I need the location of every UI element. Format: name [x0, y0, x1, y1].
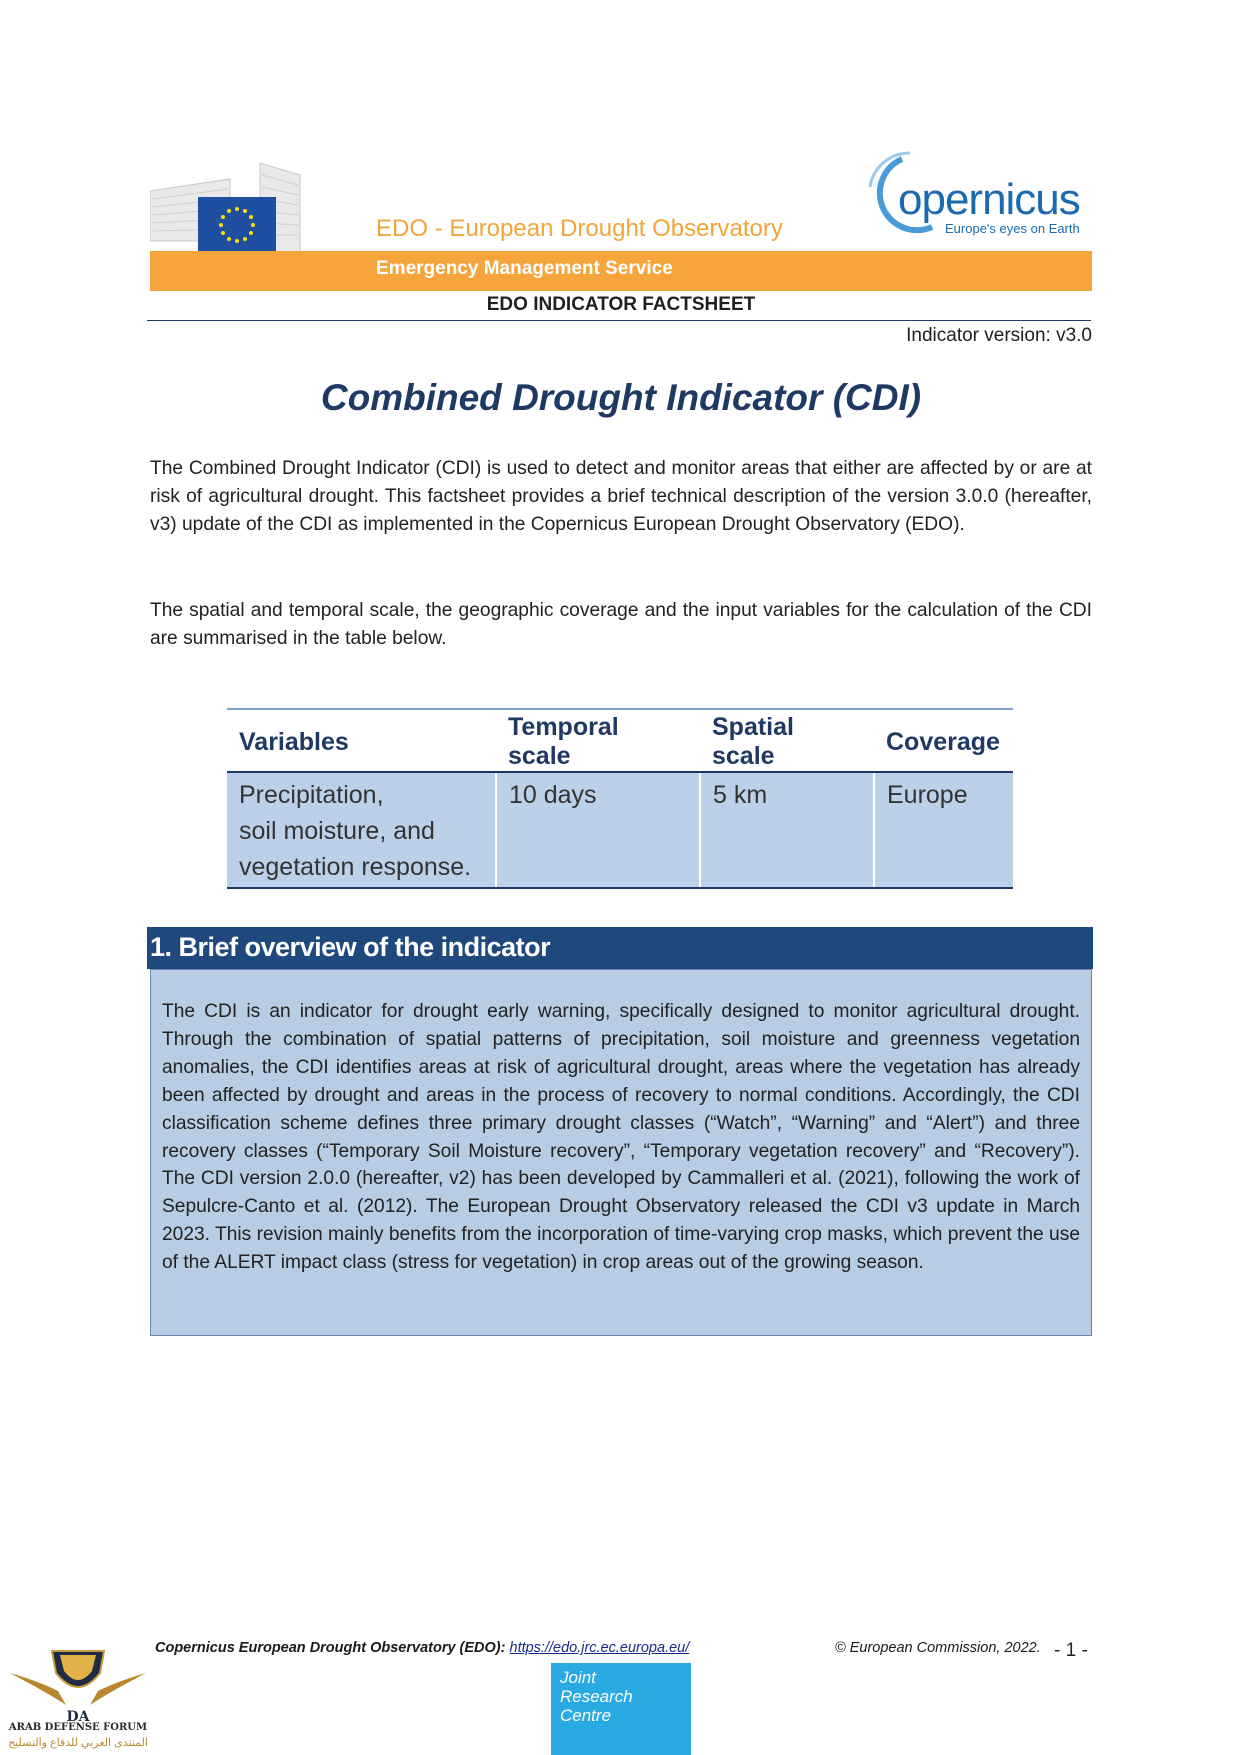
header-banner — [150, 145, 1092, 291]
cell-coverage: Europe — [874, 772, 1013, 888]
forum-name: ARAB DEFENSE FORUM — [8, 1722, 148, 1733]
page-number: - 1 - — [1054, 1640, 1088, 1661]
factsheet-label: EDO INDICATOR FACTSHEET — [486, 294, 756, 315]
variables-line-3: vegetation response. — [239, 853, 472, 881]
variables-line-2: soil moisture, and — [239, 817, 435, 845]
cell-temporal-scale: 10 days — [496, 772, 700, 888]
header-coverage: Coverage — [874, 709, 1013, 772]
footer-source — [155, 1640, 689, 1656]
copernicus-word: opernicus — [898, 175, 1080, 224]
jrc-line-1: Joint — [560, 1668, 596, 1687]
indicator-version: Indicator version: v3.0 — [906, 325, 1092, 346]
variables-line-1: Precipitation, — [239, 781, 384, 809]
header-spatial-scale: Spatial scale — [700, 709, 874, 772]
jrc-text — [560, 1668, 688, 1725]
jrc-line-3: Centre — [560, 1706, 612, 1725]
jrc-line-2: Research — [560, 1687, 633, 1706]
forum-arabic-name: المنتدى العربي للدفاع والتسليح — [8, 1737, 148, 1749]
intro-paragraph-1: The Combined Drought Indicator (CDI) is used to detect and monitor areas that either are affected by or are at risk of agricultural drought. This factsheet provides a brief technical description of the version 3.0.0 (hereafter, v3) update of the CDI as implemented in the Copernicus European Drought Observatory (EDO). — [150, 458, 1092, 535]
header-temporal-scale: Temporal scale — [496, 709, 700, 772]
table-header-row — [227, 709, 1013, 772]
copernicus-wordmark — [898, 175, 1080, 225]
section-body: The CDI is an indicator for drought early warning, specifically designed to monitor agricultural drought. Through the combination of spatial patterns of precipitation, soil moisture and greenness vegetation anomalies, the CDI identifies areas at risk of agricultural drought, areas where the vegetation has already been affected by drought and areas in the process of recovery to normal conditions. Accordingly, the CDI classification scheme defines three primary drought classes (“Watch”, “Warning” and “Alert”) and three recovery classes (“Temporary Soil Moisture recovery”, “Temporary vegetation recovery” and “Recovery”). The CDI version 2.0.0 (hereafter, v2) has been developed by Cammalleri et al. (2021), following the work of Sepulcre-Canto et al. (2012). The European Drought Observatory released the CDI v3 update in March 2023. This revision mainly benefits from the incorporation of time-varying crop masks, which prevent the use of the ALERT impact class (stress for vegetation) in crop areas out of the growing season. — [162, 1001, 1080, 1274]
summary-table — [227, 708, 1013, 889]
copernicus-tagline: Europe's eyes on Earth — [945, 221, 1080, 236]
eu-flag-icon — [198, 197, 276, 253]
cell-variables — [227, 772, 496, 888]
footer-copyright: © European Commission, 2022. — [835, 1640, 1041, 1656]
service-name: Emergency Management Service — [376, 258, 673, 279]
table-row — [227, 772, 1013, 888]
edo-title: EDO - European Drought Observatory — [376, 215, 783, 242]
intro-paragraph-2: The spatial and temporal scale, the geographic coverage and the input variables for the calculation of the CDI are summarised in the table below. — [150, 600, 1092, 649]
cell-spatial-scale: 5 km — [700, 772, 874, 888]
forum-initials: DA — [66, 1709, 90, 1725]
header-divider — [147, 320, 1091, 321]
header-variables: Variables — [227, 709, 496, 772]
footer-link[interactable]: https://edo.jrc.ec.europa.eu/ — [509, 1640, 690, 1656]
section-title: 1. Brief overview of the indicator — [150, 932, 551, 962]
document-title: Combined Drought Indicator (CDI) — [320, 377, 922, 418]
footer-label: Copernicus European Drought Observatory (EDO): — [155, 1640, 510, 1656]
